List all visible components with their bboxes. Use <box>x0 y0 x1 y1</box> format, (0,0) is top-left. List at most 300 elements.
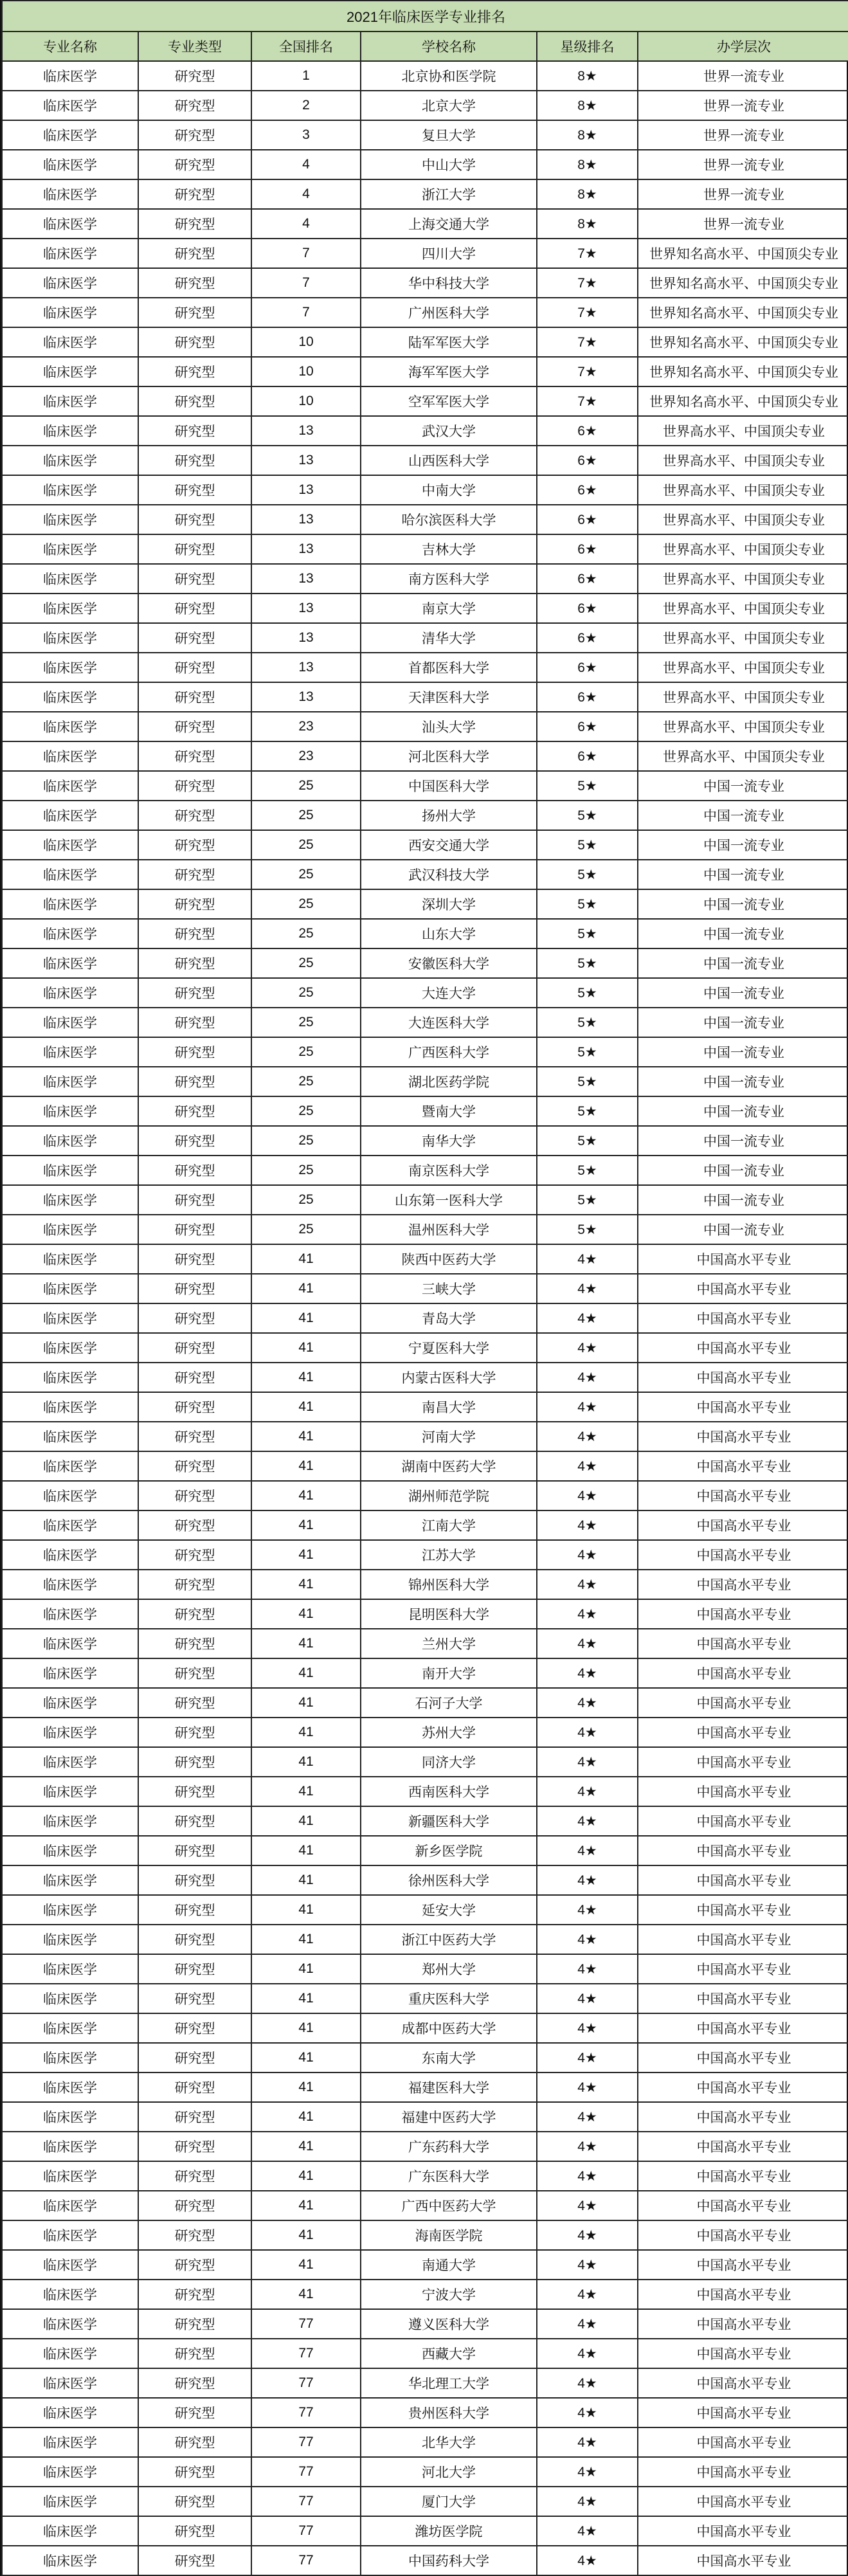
table-row <box>2 1658 848 1688</box>
cell-star-rank: 4★ <box>537 1540 638 1570</box>
cell-star-rank: 4★ <box>537 1599 638 1629</box>
cell-major: 临床医学 <box>2 653 138 682</box>
cell-star-rank: 6★ <box>537 712 638 741</box>
cell-star-rank: 4★ <box>537 2073 638 2102</box>
cell-major: 临床医学 <box>2 1540 138 1570</box>
cell-school: 延安大学 <box>361 1895 537 1925</box>
cell-star-rank: 5★ <box>537 771 638 801</box>
cell-type: 研究型 <box>138 2102 251 2132</box>
cell-national-rank: 7 <box>251 268 361 298</box>
cell-school: 南开大学 <box>361 1658 537 1688</box>
cell-type: 研究型 <box>138 1274 251 1303</box>
cell-national-rank: 41 <box>251 2073 361 2102</box>
table-row <box>2 860 848 889</box>
cell-major: 临床医学 <box>2 2368 138 2398</box>
cell-type: 研究型 <box>138 594 251 623</box>
cell-level: 世界知名高水平、中国顶尖专业 <box>638 239 848 268</box>
cell-major: 临床医学 <box>2 150 138 179</box>
cell-star-rank: 4★ <box>537 1510 638 1540</box>
cell-star-rank: 5★ <box>537 1126 638 1156</box>
cell-school: 浙江大学 <box>361 179 537 209</box>
cell-school: 北京大学 <box>361 91 537 120</box>
cell-star-rank: 5★ <box>537 978 638 1008</box>
cell-major: 临床医学 <box>2 1156 138 1185</box>
cell-school: 西南医科大学 <box>361 1777 537 1806</box>
cell-major: 临床医学 <box>2 1303 138 1333</box>
cell-star-rank: 8★ <box>537 209 638 239</box>
cell-major: 临床医学 <box>2 2516 138 2546</box>
table-row <box>2 386 848 416</box>
cell-level: 中国高水平专业 <box>638 2102 848 2132</box>
cell-school: 郑州大学 <box>361 1954 537 1984</box>
cell-level: 世界高水平、中国顶尖专业 <box>638 475 848 505</box>
cell-level: 中国高水平专业 <box>638 1747 848 1777</box>
cell-school: 山西医科大学 <box>361 446 537 475</box>
cell-star-rank: 4★ <box>537 2220 638 2250</box>
cell-major: 临床医学 <box>2 416 138 446</box>
cell-level: 中国一流专业 <box>638 830 848 860</box>
cell-major: 临床医学 <box>2 594 138 623</box>
cell-major: 临床医学 <box>2 2073 138 2102</box>
cell-school: 东南大学 <box>361 2043 537 2073</box>
cell-school: 南京医科大学 <box>361 1156 537 1185</box>
cell-star-rank: 4★ <box>537 1333 638 1363</box>
cell-national-rank: 41 <box>251 1865 361 1895</box>
table-row <box>2 1510 848 1540</box>
table-row <box>2 830 848 860</box>
cell-type: 研究型 <box>138 2280 251 2309</box>
cell-type: 研究型 <box>138 1984 251 2013</box>
cell-level: 世界一流专业 <box>638 120 848 150</box>
cell-level: 中国高水平专业 <box>638 1984 848 2013</box>
cell-national-rank: 7 <box>251 239 361 268</box>
cell-level: 中国一流专业 <box>638 1126 848 1156</box>
cell-national-rank: 41 <box>251 2280 361 2309</box>
cell-major: 临床医学 <box>2 446 138 475</box>
cell-type: 研究型 <box>138 1126 251 1156</box>
cell-major: 临床医学 <box>2 860 138 889</box>
cell-school: 同济大学 <box>361 1747 537 1777</box>
cell-major: 临床医学 <box>2 534 138 564</box>
cell-type: 研究型 <box>138 771 251 801</box>
cell-level: 世界知名高水平、中国顶尖专业 <box>638 386 848 416</box>
cell-national-rank: 4 <box>251 209 361 239</box>
table-row <box>2 2102 848 2132</box>
cell-school: 西藏大学 <box>361 2339 537 2368</box>
cell-level: 中国高水平专业 <box>638 2161 848 2191</box>
cell-star-rank: 4★ <box>537 1836 638 1865</box>
cell-school: 华北理工大学 <box>361 2368 537 2398</box>
table-row <box>2 2368 848 2398</box>
table-row <box>2 2457 848 2487</box>
cell-level: 中国高水平专业 <box>638 2457 848 2487</box>
cell-level: 中国一流专业 <box>638 1067 848 1096</box>
table-row <box>2 2191 848 2220</box>
cell-level: 中国高水平专业 <box>638 1363 848 1392</box>
cell-national-rank: 25 <box>251 1008 361 1037</box>
cell-school: 清华大学 <box>361 623 537 653</box>
cell-star-rank: 5★ <box>537 889 638 919</box>
cell-star-rank: 4★ <box>537 2309 638 2339</box>
cell-major: 临床医学 <box>2 1363 138 1392</box>
cell-school: 锦州医科大学 <box>361 1570 537 1599</box>
cell-level: 世界一流专业 <box>638 179 848 209</box>
cell-type: 研究型 <box>138 2457 251 2487</box>
cell-level: 中国高水平专业 <box>638 1451 848 1481</box>
cell-school: 武汉科技大学 <box>361 860 537 889</box>
cell-school: 空军军医大学 <box>361 386 537 416</box>
cell-star-rank: 5★ <box>537 1215 638 1244</box>
cell-national-rank: 41 <box>251 1540 361 1570</box>
cell-type: 研究型 <box>138 120 251 150</box>
cell-type: 研究型 <box>138 860 251 889</box>
cell-type: 研究型 <box>138 327 251 357</box>
cell-major: 临床医学 <box>2 564 138 594</box>
cell-school: 贵州医科大学 <box>361 2398 537 2427</box>
cell-national-rank: 4 <box>251 179 361 209</box>
cell-level: 中国高水平专业 <box>638 1510 848 1540</box>
cell-star-rank: 4★ <box>537 1658 638 1688</box>
cell-star-rank: 6★ <box>537 505 638 534</box>
cell-school: 河南大学 <box>361 1422 537 1451</box>
cell-national-rank: 77 <box>251 2516 361 2546</box>
cell-type: 研究型 <box>138 1865 251 1895</box>
cell-type: 研究型 <box>138 1925 251 1954</box>
cell-national-rank: 41 <box>251 1570 361 1599</box>
cell-type: 研究型 <box>138 2398 251 2427</box>
table-row <box>2 801 848 830</box>
cell-national-rank: 2 <box>251 91 361 120</box>
cell-national-rank: 25 <box>251 919 361 948</box>
cell-star-rank: 5★ <box>537 1156 638 1185</box>
cell-star-rank: 4★ <box>537 2339 638 2368</box>
cell-major: 临床医学 <box>2 1333 138 1363</box>
cell-major: 临床医学 <box>2 1954 138 1984</box>
table-row <box>2 2161 848 2191</box>
cell-school: 内蒙古医科大学 <box>361 1363 537 1392</box>
cell-major: 临床医学 <box>2 1629 138 1658</box>
cell-school: 湖南中医药大学 <box>361 1451 537 1481</box>
cell-national-rank: 41 <box>251 1510 361 1540</box>
cell-level: 世界高水平、中国顶尖专业 <box>638 712 848 741</box>
cell-type: 研究型 <box>138 1363 251 1392</box>
cell-level: 世界高水平、中国顶尖专业 <box>638 682 848 712</box>
cell-school: 浙江中医药大学 <box>361 1925 537 1954</box>
cell-school: 暨南大学 <box>361 1096 537 1126</box>
cell-level: 中国一流专业 <box>638 1215 848 1244</box>
cell-level: 中国高水平专业 <box>638 1333 848 1363</box>
cell-school: 西安交通大学 <box>361 830 537 860</box>
cell-type: 研究型 <box>138 298 251 327</box>
cell-major: 临床医学 <box>2 2487 138 2516</box>
cell-level: 中国高水平专业 <box>638 1392 848 1422</box>
cell-school: 湖州师范学院 <box>361 1481 537 1510</box>
cell-major: 临床医学 <box>2 327 138 357</box>
cell-national-rank: 41 <box>251 1836 361 1865</box>
cell-school: 中国医科大学 <box>361 771 537 801</box>
table-row <box>2 239 848 268</box>
cell-school: 三峡大学 <box>361 1274 537 1303</box>
cell-type: 研究型 <box>138 1747 251 1777</box>
cell-major: 临床医学 <box>2 2191 138 2220</box>
cell-type: 研究型 <box>138 1185 251 1215</box>
cell-star-rank: 6★ <box>537 564 638 594</box>
cell-national-rank: 77 <box>251 2339 361 2368</box>
table-row <box>2 1718 848 1747</box>
table-row <box>2 2280 848 2309</box>
cell-level: 世界高水平、中国顶尖专业 <box>638 594 848 623</box>
cell-level: 中国高水平专业 <box>638 1954 848 1984</box>
cell-star-rank: 4★ <box>537 2161 638 2191</box>
cell-major: 临床医学 <box>2 2339 138 2368</box>
cell-national-rank: 13 <box>251 653 361 682</box>
cell-school: 中国药科大学 <box>361 2546 537 2575</box>
table-row <box>2 1925 848 1954</box>
cell-type: 研究型 <box>138 179 251 209</box>
table-row <box>2 150 848 179</box>
cell-type: 研究型 <box>138 682 251 712</box>
cell-school: 中山大学 <box>361 150 537 179</box>
table-row <box>2 2516 848 2546</box>
cell-national-rank: 41 <box>251 1718 361 1747</box>
table-row <box>2 1185 848 1215</box>
cell-school: 哈尔滨医科大学 <box>361 505 537 534</box>
cell-star-rank: 5★ <box>537 1096 638 1126</box>
cell-major: 临床医学 <box>2 1836 138 1865</box>
cell-type: 研究型 <box>138 1540 251 1570</box>
table-row <box>2 1303 848 1333</box>
cell-major: 临床医学 <box>2 1244 138 1274</box>
cell-type: 研究型 <box>138 623 251 653</box>
cell-star-rank: 6★ <box>537 446 638 475</box>
cell-star-rank: 5★ <box>537 801 638 830</box>
cell-level: 中国高水平专业 <box>638 2487 848 2516</box>
cell-national-rank: 41 <box>251 1392 361 1422</box>
column-header-star-rank: 星级排名 <box>537 32 638 61</box>
cell-type: 研究型 <box>138 1718 251 1747</box>
cell-level: 世界一流专业 <box>638 150 848 179</box>
table-row <box>2 1865 848 1895</box>
ranking-table <box>1 0 848 2576</box>
cell-level: 世界高水平、中国顶尖专业 <box>638 741 848 771</box>
table-row <box>2 2309 848 2339</box>
cell-star-rank: 4★ <box>537 1363 638 1392</box>
cell-level: 中国一流专业 <box>638 1037 848 1067</box>
cell-level: 中国一流专业 <box>638 1096 848 1126</box>
cell-star-rank: 4★ <box>537 2102 638 2132</box>
cell-major: 临床医学 <box>2 1925 138 1954</box>
cell-major: 临床医学 <box>2 2013 138 2043</box>
cell-national-rank: 10 <box>251 386 361 416</box>
cell-level: 世界知名高水平、中国顶尖专业 <box>638 268 848 298</box>
cell-major: 临床医学 <box>2 2161 138 2191</box>
cell-major: 临床医学 <box>2 948 138 978</box>
table-row <box>2 505 848 534</box>
cell-level: 中国高水平专业 <box>638 1629 848 1658</box>
cell-major: 临床医学 <box>2 889 138 919</box>
cell-level: 中国高水平专业 <box>638 1599 848 1629</box>
table-row <box>2 1037 848 1067</box>
cell-type: 研究型 <box>138 1037 251 1067</box>
cell-type: 研究型 <box>138 653 251 682</box>
table-row <box>2 209 848 239</box>
cell-level: 中国高水平专业 <box>638 1274 848 1303</box>
cell-type: 研究型 <box>138 1570 251 1599</box>
cell-star-rank: 8★ <box>537 150 638 179</box>
cell-star-rank: 4★ <box>537 1806 638 1836</box>
table-row <box>2 948 848 978</box>
cell-national-rank: 25 <box>251 1215 361 1244</box>
cell-level: 中国高水平专业 <box>638 1303 848 1333</box>
cell-national-rank: 41 <box>251 1274 361 1303</box>
cell-school: 北京协和医学院 <box>361 61 537 91</box>
cell-star-rank: 4★ <box>537 1274 638 1303</box>
table-row <box>2 2250 848 2280</box>
cell-major: 临床医学 <box>2 712 138 741</box>
cell-star-rank: 4★ <box>537 1718 638 1747</box>
cell-star-rank: 7★ <box>537 239 638 268</box>
cell-star-rank: 5★ <box>537 1008 638 1037</box>
cell-star-rank: 8★ <box>537 179 638 209</box>
cell-star-rank: 4★ <box>537 1481 638 1510</box>
cell-type: 研究型 <box>138 91 251 120</box>
cell-level: 世界一流专业 <box>638 61 848 91</box>
cell-type: 研究型 <box>138 1599 251 1629</box>
cell-national-rank: 41 <box>251 1451 361 1481</box>
cell-type: 研究型 <box>138 2487 251 2516</box>
cell-national-rank: 13 <box>251 534 361 564</box>
cell-type: 研究型 <box>138 2073 251 2102</box>
cell-school: 南昌大学 <box>361 1392 537 1422</box>
cell-school: 南京大学 <box>361 594 537 623</box>
cell-major: 临床医学 <box>2 801 138 830</box>
cell-school: 陆军军医大学 <box>361 327 537 357</box>
cell-star-rank: 4★ <box>537 1747 638 1777</box>
cell-major: 临床医学 <box>2 1865 138 1895</box>
cell-star-rank: 4★ <box>537 2546 638 2575</box>
cell-national-rank: 25 <box>251 1067 361 1096</box>
table-row <box>2 327 848 357</box>
table-row <box>2 1777 848 1806</box>
cell-star-rank: 5★ <box>537 1067 638 1096</box>
cell-star-rank: 5★ <box>537 830 638 860</box>
cell-level: 中国高水平专业 <box>638 2250 848 2280</box>
cell-level: 中国一流专业 <box>638 1156 848 1185</box>
cell-school: 昆明医科大学 <box>361 1599 537 1629</box>
cell-major: 临床医学 <box>2 91 138 120</box>
cell-star-rank: 7★ <box>537 357 638 386</box>
cell-school: 山东大学 <box>361 919 537 948</box>
cell-type: 研究型 <box>138 919 251 948</box>
cell-type: 研究型 <box>138 1836 251 1865</box>
table-row <box>2 2427 848 2457</box>
cell-national-rank: 41 <box>251 1481 361 1510</box>
table-row <box>2 682 848 712</box>
cell-major: 临床医学 <box>2 1688 138 1718</box>
cell-school: 天津医科大学 <box>361 682 537 712</box>
cell-type: 研究型 <box>138 1629 251 1658</box>
cell-type: 研究型 <box>138 712 251 741</box>
cell-level: 中国高水平专业 <box>638 1481 848 1510</box>
cell-school: 广东药科大学 <box>361 2132 537 2161</box>
cell-level: 中国高水平专业 <box>638 1570 848 1599</box>
cell-major: 临床医学 <box>2 209 138 239</box>
table-row <box>2 91 848 120</box>
cell-major: 临床医学 <box>2 505 138 534</box>
cell-major: 临床医学 <box>2 1185 138 1215</box>
cell-type: 研究型 <box>138 357 251 386</box>
cell-national-rank: 41 <box>251 2220 361 2250</box>
cell-type: 研究型 <box>138 2546 251 2575</box>
table-row <box>2 416 848 446</box>
cell-star-rank: 8★ <box>537 91 638 120</box>
cell-star-rank: 4★ <box>537 2487 638 2516</box>
cell-star-rank: 5★ <box>537 948 638 978</box>
cell-star-rank: 6★ <box>537 416 638 446</box>
cell-type: 研究型 <box>138 2013 251 2043</box>
cell-star-rank: 4★ <box>537 2516 638 2546</box>
cell-national-rank: 13 <box>251 594 361 623</box>
cell-star-rank: 6★ <box>537 741 638 771</box>
cell-type: 研究型 <box>138 1954 251 1984</box>
cell-national-rank: 7 <box>251 298 361 327</box>
cell-school: 新乡医学院 <box>361 1836 537 1865</box>
table-row <box>2 2013 848 2043</box>
cell-level: 世界高水平、中国顶尖专业 <box>638 564 848 594</box>
table-row <box>2 594 848 623</box>
cell-school: 宁夏医科大学 <box>361 1333 537 1363</box>
table-title: 2021年临床医学专业排名 <box>2 1 848 32</box>
cell-school: 山东第一医科大学 <box>361 1185 537 1215</box>
cell-level: 中国高水平专业 <box>638 1244 848 1274</box>
cell-national-rank: 4 <box>251 150 361 179</box>
cell-type: 研究型 <box>138 2191 251 2220</box>
cell-star-rank: 4★ <box>537 1451 638 1481</box>
cell-star-rank: 4★ <box>537 1984 638 2013</box>
cell-national-rank: 13 <box>251 564 361 594</box>
cell-star-rank: 4★ <box>537 2043 638 2073</box>
table-row <box>2 623 848 653</box>
cell-national-rank: 10 <box>251 357 361 386</box>
cell-type: 研究型 <box>138 416 251 446</box>
table-row <box>2 771 848 801</box>
column-header-school: 学校名称 <box>361 32 537 61</box>
table-row <box>2 919 848 948</box>
cell-level: 中国高水平专业 <box>638 1658 848 1688</box>
cell-national-rank: 25 <box>251 1037 361 1067</box>
cell-school: 新疆医科大学 <box>361 1806 537 1836</box>
cell-national-rank: 25 <box>251 1185 361 1215</box>
table-row <box>2 2546 848 2575</box>
cell-major: 临床医学 <box>2 2546 138 2575</box>
cell-major: 临床医学 <box>2 1658 138 1688</box>
cell-star-rank: 4★ <box>537 1954 638 1984</box>
table-row <box>2 1629 848 1658</box>
cell-star-rank: 7★ <box>537 327 638 357</box>
cell-major: 临床医学 <box>2 771 138 801</box>
cell-major: 临床医学 <box>2 1422 138 1451</box>
cell-type: 研究型 <box>138 150 251 179</box>
table-row <box>2 1215 848 1244</box>
cell-level: 中国高水平专业 <box>638 2220 848 2250</box>
cell-star-rank: 4★ <box>537 1303 638 1333</box>
cell-level: 中国高水平专业 <box>638 2368 848 2398</box>
cell-national-rank: 41 <box>251 1984 361 2013</box>
cell-national-rank: 41 <box>251 2161 361 2191</box>
table-row <box>2 1096 848 1126</box>
cell-school: 深圳大学 <box>361 889 537 919</box>
cell-national-rank: 23 <box>251 741 361 771</box>
